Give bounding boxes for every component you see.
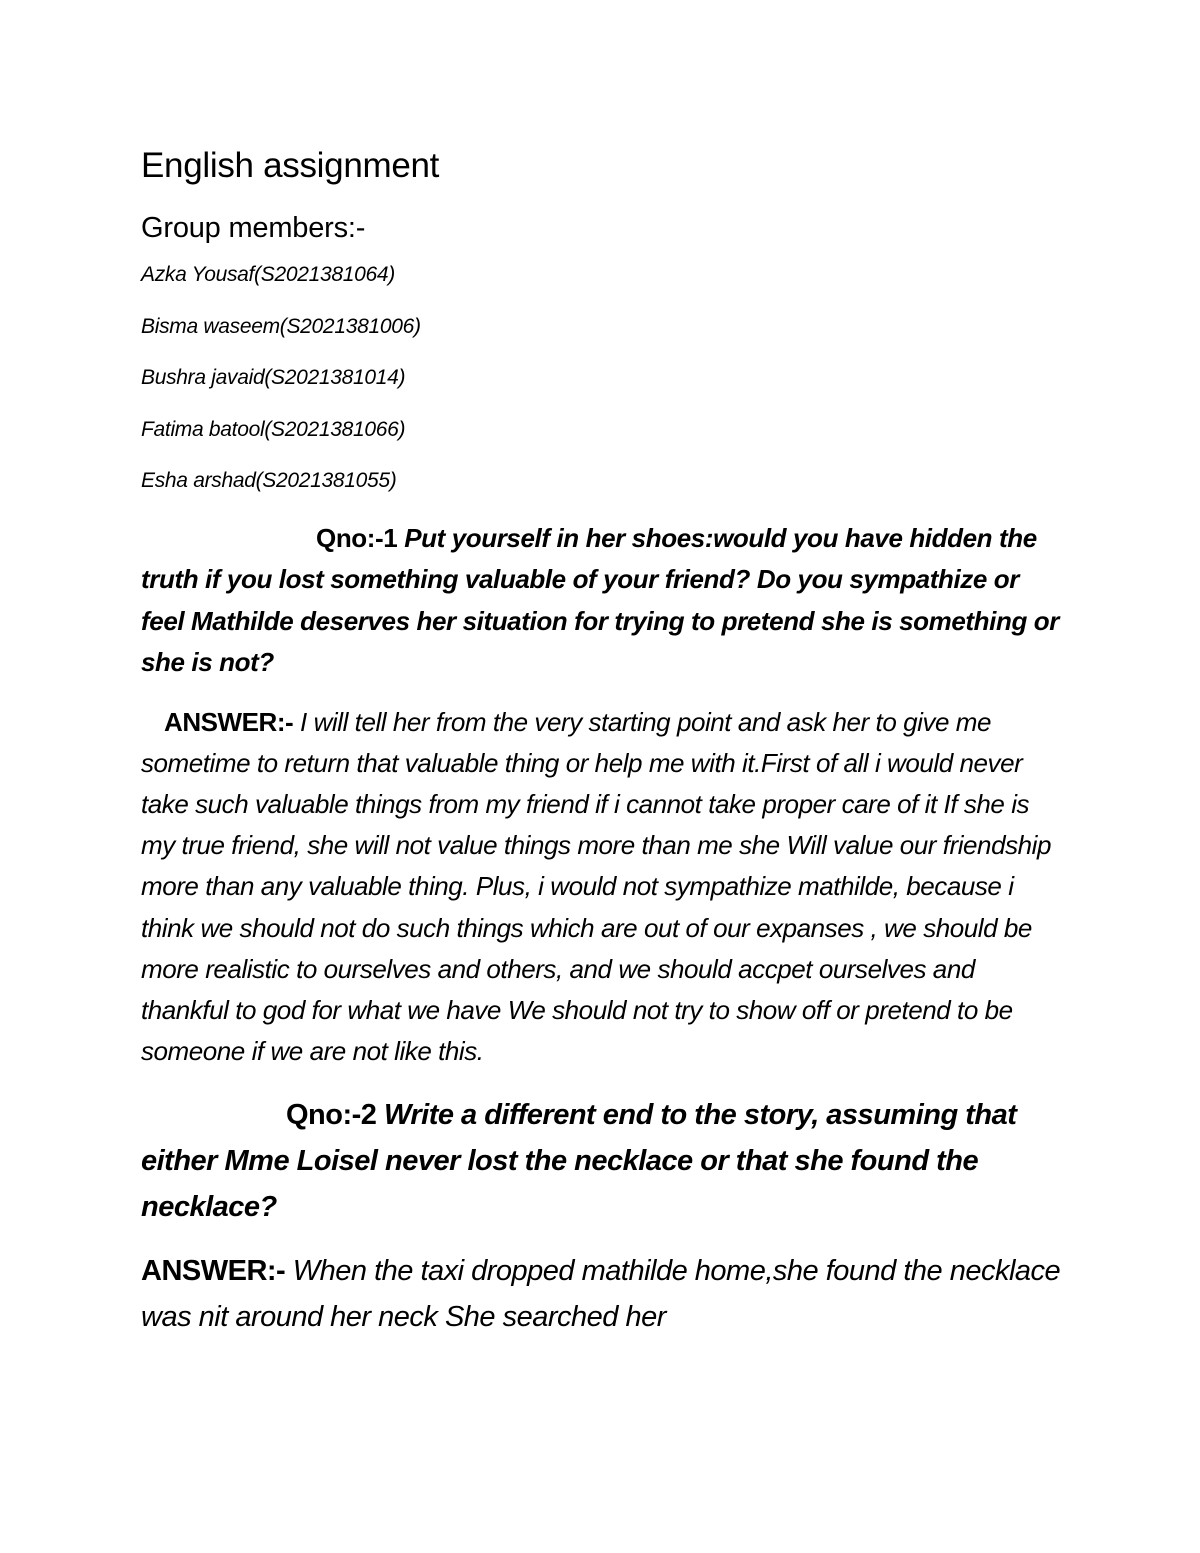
question-1-label: Qno:-1	[316, 522, 405, 553]
question-1	[141, 518, 1061, 684]
answer-1-label: ANSWER:-	[164, 706, 301, 737]
answer-1	[141, 702, 1061, 1073]
group-members-list	[141, 260, 1061, 496]
question-2	[141, 1092, 1061, 1230]
answer-2-label: ANSWER:-	[141, 1255, 293, 1288]
member-item: Fatima batool(S2021381066)	[141, 417, 406, 441]
group-members-heading: Group members:-	[141, 212, 366, 244]
document-body	[141, 142, 1061, 1360]
member-item: Bushra javaid(S2021381014)	[141, 366, 406, 389]
question-1-text: Put yourself in her shoes:would you have hidden the truth if you lost something valuable of your friend? Do you sympathize or feel Mathilde deserves her situation for trying to pretend she is something or she is not?	[141, 522, 1059, 677]
member-item: Esha arshad(S2021381055)	[141, 469, 397, 492]
answer-1-text: I will tell her from the very starting point and ask her to give me sometime to return that valuable thing or help me with it.First of all i would never take such valuable things from my friend if i cannot take proper care of it If she is my true friend, she will not value things more than me she Will value our friendship more than any valuable thing. Plus, i would not sympathize mathilde, because i think we should not do such things which are out of our expanses , we should be more realistic to ourselves and others, and we should accpet ourselves and thankful to god for what we have We should not try to show off or pretend to be someone if we are not like this.	[141, 706, 1051, 1067]
answer-2-text: When the taxi dropped mathilde home,she found the necklace was nit around her neck She searched her	[141, 1255, 1061, 1334]
document-title: English assignment	[141, 146, 440, 185]
member-item: Azka Yousaf(S2021381064)	[141, 263, 395, 286]
question-2-label: Qno:-2	[286, 1099, 384, 1132]
member-item: Bisma waseem(S2021381006)	[141, 314, 421, 338]
answer-2	[141, 1248, 1061, 1340]
question-2-text: Write a different end to the story, assuming that either Mme Loisel never lost the necklace or that she found the necklace?	[141, 1099, 1017, 1224]
